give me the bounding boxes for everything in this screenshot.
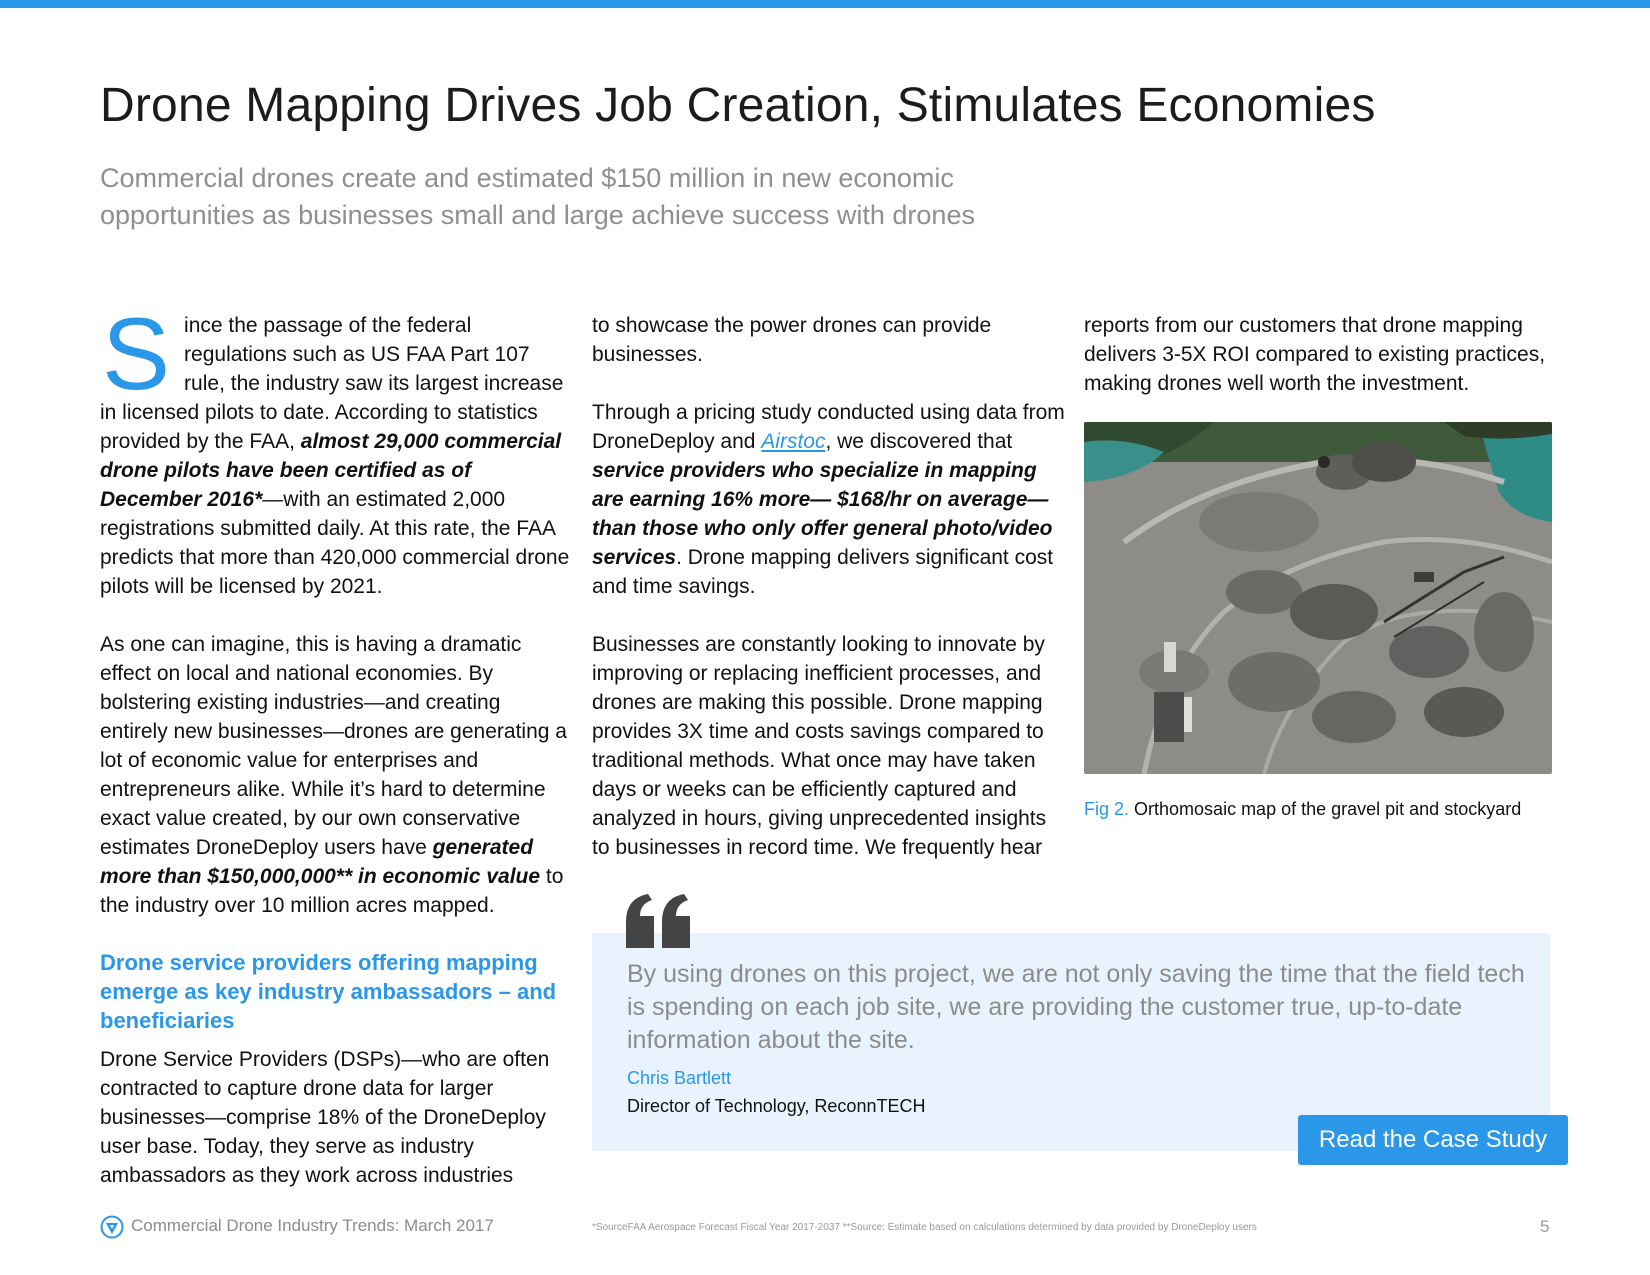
drop-cap: S	[102, 297, 171, 411]
figure-caption-label: Fig 2.	[1084, 799, 1130, 819]
column-1	[100, 297, 570, 1190]
figure-caption	[1084, 796, 1554, 822]
economy-text-a: As one can imagine, this is having a dramatic effect on local and national economies. By bolstering existing industries—and creating entirely new businesses—drones are generating a lot of economic value for enterprises and entrepreneurs alike. While it’s hard to determine exact value created, by our own conservative estimates DroneDeploy users have	[100, 633, 567, 859]
economy-paragraph	[100, 630, 570, 920]
economy-text-b: to the industry over 10 million acres mapped.	[100, 865, 564, 917]
pricing-paragraph	[592, 398, 1067, 601]
footer-sources: *SourceFAA Aerospace Forecast Fiscal Year 2017-2037 **Source: Estimate based on calculations determined by data provided by DroneDeploy users	[592, 1222, 1257, 1233]
read-case-study-button[interactable]: Read the Case Study	[1298, 1115, 1568, 1165]
intro-emphasis: almost 29,000 commercial drone pilots have been certified as of December 2016*	[100, 430, 562, 511]
economy-emphasis: generated more than $150,000,000** in economic value	[100, 836, 541, 888]
pricing-text-c: . Drone mapping delivers significant cost and time savings.	[592, 546, 1054, 598]
footer-report-title: Commercial Drone Industry Trends: March 2017	[131, 1216, 494, 1235]
quote-mark-icon	[626, 894, 692, 948]
testimonial-author-role: Director of Technology, ReconnTECH	[627, 1096, 926, 1116]
figure-caption-text: Orthomosaic map of the gravel pit and stockyard	[1129, 799, 1522, 819]
roi-paragraph: reports from our customers that drone mapping delivers 3-5X ROI compared to existing practices, making drones well worth the investment.	[1084, 314, 1546, 395]
dsp-paragraph: Drone Service Providers (DSPs)—who are often contracted to capture drone data for larger businesses—comprise 18% of the DroneDeploy user base. Today, they serve as industry ambassadors as they work across industries	[100, 1048, 550, 1187]
intro-paragraph	[100, 297, 570, 601]
testimonial-quote: By using drones on this project, we are not only saving the time that the field tech is spending on each job site, we are providing the customer true, up-to-date information about the site.	[627, 960, 1525, 1054]
section-subheading: Drone service providers offering mapping emerge as key industry ambassadors – and beneficiaries	[100, 950, 557, 1033]
dronedeploy-logo-icon	[100, 1215, 124, 1239]
intro-text-a: ince the passage of the federal regulations such as US FAA Part 107 rule, the industry saw its largest increase in licensed pilots to date. According to statistics provided by the FAA,	[100, 314, 564, 453]
pricing-emphasis: service providers who specialize in mapping are earning 16% more— $168/hr on average—than those who only offer general photo/video services	[592, 459, 1053, 569]
pricing-text-b: , we discovered that	[825, 430, 1013, 453]
showcase-paragraph: to showcase the power drones can provide businesses.	[592, 314, 992, 366]
page-title: Drone Mapping Drives Job Creation, Stimulates Economies	[100, 79, 1376, 132]
column-2	[592, 311, 1067, 862]
orthomosaic-map-image	[1084, 422, 1552, 774]
innovation-paragraph: Businesses are constantly looking to innovate by improving or replacing inefficient processes, and drones are making this possible. Drone mapping provides 3X time and costs savings compared to traditional methods. What once may have taken days or weeks can be efficiently captured and analyzed in hours, giving unprecedented insights to businesses in record time. We frequently hear	[592, 633, 1047, 859]
airstoc-link[interactable]: Airstoc	[761, 430, 826, 453]
page-number: 5	[1540, 1217, 1550, 1236]
intro-text-b: —with an estimated 2,000 registrations submitted daily. At this rate, the FAA predicts that more than 420,000 commercial drone pilots will be licensed by 2021.	[100, 488, 570, 598]
testimonial-author: Chris Bartlett	[627, 1068, 732, 1088]
page-subtitle: Commercial drones create and estimated $150 million in new economic opportunities as businesses small and large achieve success with drones	[100, 163, 975, 230]
column-3	[1084, 311, 1554, 822]
pricing-text-a: Through a pricing study conducted using data from DroneDeploy and	[592, 401, 1065, 453]
top-accent-bar	[0, 0, 1650, 8]
